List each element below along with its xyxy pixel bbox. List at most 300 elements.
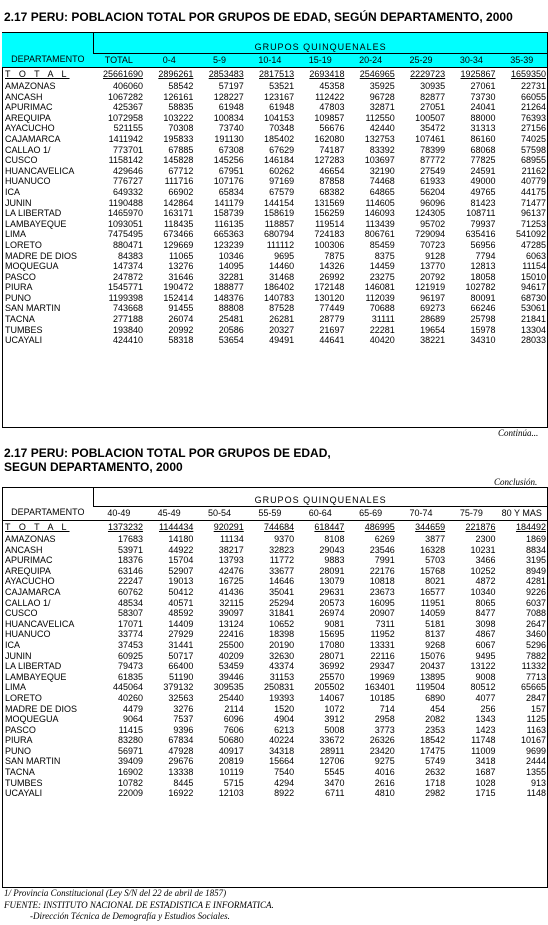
table-row — [2, 92, 547, 103]
cell-value: 43374 — [269, 661, 295, 672]
cell-value: 2632 — [425, 767, 446, 778]
cell-value: 145828 — [163, 155, 194, 166]
department-name: HUANUCO — [5, 176, 51, 187]
table-row — [2, 651, 547, 662]
cell-value: 41436 — [218, 586, 244, 597]
cell-value: 112039 — [365, 292, 395, 303]
cell-value: 16922 — [168, 788, 194, 799]
cell-value: 7882 — [525, 650, 546, 661]
total-value: 920291 — [213, 521, 244, 532]
total-value: 744684 — [264, 521, 295, 532]
department-name: CUSCO — [5, 155, 38, 166]
table-row — [2, 303, 547, 314]
cell-value: 83392 — [369, 144, 395, 155]
cell-value: 454 — [430, 703, 446, 714]
cell-value: 406060 — [112, 81, 144, 91]
column-header: 65-69 — [345, 506, 395, 520]
cell-value: 23275 — [369, 271, 395, 282]
cell-value: 96197 — [420, 292, 446, 303]
cell-value: 123167 — [264, 91, 295, 102]
cell-value: 18376 — [117, 555, 144, 566]
total-label: T O T A L — [5, 68, 70, 79]
cell-value: 163401 — [364, 682, 395, 693]
cell-value: 445064 — [112, 682, 144, 693]
cell-value: 806761 — [364, 229, 395, 240]
cell-value: 21841 — [520, 314, 546, 325]
table-row — [2, 272, 547, 283]
cell-value: 103697 — [364, 155, 395, 166]
cell-value: 9396 — [173, 724, 194, 735]
cell-value: 1355 — [525, 767, 546, 778]
cell-value: 67951 — [218, 165, 244, 176]
cell-value: 1687 — [475, 767, 496, 778]
cell-value: 34310 — [470, 335, 496, 346]
cell-value: 6096 — [223, 714, 244, 725]
department-name: LIMA — [5, 229, 27, 240]
cell-value: 12813 — [470, 261, 496, 272]
table-row — [2, 735, 547, 746]
cell-value: 13124 — [218, 618, 244, 629]
cell-value: 28033 — [520, 335, 546, 346]
cell-value: 11154 — [522, 261, 546, 272]
cell-value: 44175 — [520, 186, 546, 197]
cell-value: 49491 — [269, 335, 295, 346]
table-row — [2, 534, 547, 545]
cell-value: 107461 — [415, 133, 446, 144]
cell-value: 80091 — [470, 292, 496, 303]
cell-value: 7540 — [274, 767, 295, 778]
cell-value: 44922 — [168, 544, 194, 555]
cell-value: 22416 — [218, 629, 244, 640]
table-row — [2, 335, 547, 346]
cell-value: 66055 — [520, 91, 546, 102]
department-name: LIMA — [5, 682, 27, 693]
cell-value: 424410 — [112, 335, 144, 346]
table2-title: 2.17 PERU: POBLACION TOTAL POR GRUPOS DE EDAD, SEGUN DEPARTAMENTO, 2000 — [4, 446, 331, 474]
cell-value: 1545771 — [107, 282, 144, 293]
cell-value: 81423 — [470, 197, 496, 208]
cell-value: 13122 — [470, 661, 496, 672]
cell-value: 67885 — [168, 144, 194, 155]
cell-value: 48592 — [168, 608, 194, 619]
cell-value: 12103 — [218, 788, 244, 799]
cell-value: 673466 — [163, 229, 194, 240]
table-row — [2, 240, 547, 251]
cell-value: 33774 — [117, 629, 144, 640]
cell-value: 7713 — [525, 671, 546, 682]
cell-value: 15768 — [420, 565, 446, 576]
cell-value: 119514 — [315, 218, 345, 229]
cell-value: 10231 — [470, 544, 496, 555]
cell-value: 53971 — [117, 544, 144, 555]
cell-value: 26074 — [168, 314, 194, 325]
total-value: 2817513 — [259, 68, 295, 79]
cell-value: 21697 — [319, 324, 345, 335]
cell-value: 6269 — [374, 534, 395, 544]
cell-value: 141179 — [214, 197, 244, 208]
cell-value: 61835 — [117, 671, 144, 682]
cell-value: 3418 — [475, 756, 496, 767]
table-row — [2, 767, 547, 778]
cell-value: 11134 — [220, 534, 244, 544]
cell-value: 108711 — [466, 208, 496, 219]
cell-value: 11332 — [521, 661, 546, 672]
cell-value: 680794 — [264, 229, 295, 240]
cell-value: 82877 — [420, 91, 446, 102]
cell-value: 56676 — [319, 123, 345, 134]
cell-value: 11952 — [370, 629, 395, 640]
cell-value: 14326 — [319, 261, 345, 272]
cell-value: 1028 — [475, 777, 496, 788]
cell-value: 118857 — [264, 218, 295, 229]
cell-value: 5008 — [324, 724, 345, 735]
footnote-source-division: -Dirección Técnica de Demografía y Estudios Sociales. — [30, 911, 230, 921]
cell-value: 39409 — [117, 756, 144, 767]
column-header: 15-19 — [295, 53, 345, 67]
cell-value: 11951 — [420, 597, 446, 608]
table-row — [2, 187, 547, 198]
department-name: LA LIBERTAD — [5, 661, 62, 672]
cell-value: 29347 — [369, 661, 395, 672]
cell-value: 61948 — [218, 102, 244, 113]
cell-value: 27051 — [420, 102, 446, 113]
cell-value: 100834 — [213, 112, 244, 123]
column-header: 50-54 — [194, 506, 244, 520]
table-row — [2, 102, 547, 113]
cell-value: 3195 — [525, 555, 546, 566]
cell-value: 729094 — [415, 229, 446, 240]
column-header: 45-49 — [144, 506, 194, 520]
total-value: 25661690 — [102, 68, 144, 79]
cell-value: 38217 — [218, 544, 244, 555]
cell-value: 67712 — [168, 165, 194, 176]
table-row — [2, 714, 547, 725]
cell-value: 188877 — [213, 282, 244, 293]
cell-value: 47803 — [319, 102, 345, 113]
cell-value: 26992 — [319, 271, 345, 282]
total-value: 1144434 — [159, 521, 194, 532]
total-value: 221876 — [465, 521, 496, 532]
cell-value: 1715 — [475, 788, 496, 799]
cell-value: 5545 — [324, 767, 345, 778]
cell-value: 14460 — [269, 261, 295, 272]
cell-value: 25440 — [218, 692, 244, 703]
cell-value: 87858 — [319, 176, 345, 187]
cell-value: 83280 — [117, 735, 144, 746]
cell-value: 87772 — [420, 155, 446, 166]
table-row — [2, 166, 547, 177]
department-name: AYACUCHO — [5, 123, 55, 134]
cell-value: 9370 — [274, 534, 295, 544]
cell-value: 15010 — [520, 271, 546, 282]
total-label: T O T A L — [5, 521, 70, 532]
cell-value: 1869 — [525, 534, 546, 544]
cell-value: 1423 — [475, 724, 496, 735]
cell-value: 51190 — [169, 671, 194, 682]
total-value: 2229723 — [410, 68, 446, 79]
cell-value: 26974 — [319, 608, 345, 619]
cell-value: 113439 — [365, 218, 395, 229]
table-row — [2, 208, 547, 219]
department-name: AREQUIPA — [5, 565, 51, 576]
cell-value: 58835 — [168, 102, 194, 113]
cell-value: 130120 — [314, 292, 345, 303]
table-row — [2, 176, 547, 187]
cell-value: 6213 — [274, 724, 295, 735]
table-row — [2, 545, 547, 556]
table-row — [2, 134, 547, 145]
column-header: 20-24 — [345, 53, 395, 67]
cell-value: 68068 — [470, 144, 496, 155]
cell-value: 49765 — [470, 186, 496, 197]
cell-value: 22116 — [370, 650, 395, 661]
department-name: PUNO — [5, 745, 32, 756]
department-name: PASCO — [5, 271, 36, 282]
cell-value: 2647 — [525, 618, 546, 629]
cell-value: 42440 — [369, 123, 395, 134]
cell-value: 714 — [379, 703, 395, 714]
department-name: HUANCAVELICA — [5, 618, 75, 629]
table-row — [2, 282, 547, 293]
cell-value: 95702 — [420, 218, 446, 229]
cell-value: 77825 — [470, 155, 496, 166]
cell-value: 22176 — [369, 565, 395, 576]
table-row — [2, 608, 547, 619]
cell-value: 8021 — [425, 576, 446, 587]
cell-value: 65834 — [218, 186, 244, 197]
table-row — [2, 145, 547, 156]
table-row — [2, 566, 547, 577]
cell-value: 9695 — [274, 250, 295, 261]
cell-value: 27929 — [168, 629, 194, 640]
cell-value: 48534 — [117, 597, 144, 608]
cell-value: 50717 — [168, 650, 194, 661]
cell-value: 20327 — [269, 324, 295, 335]
cell-value: 4281 — [525, 576, 546, 587]
cell-value: 2114 — [224, 703, 244, 714]
cell-value: 70688 — [369, 303, 395, 314]
cell-value: 127283 — [314, 155, 345, 166]
cell-value: 112550 — [365, 112, 395, 123]
cell-value: 146081 — [364, 282, 395, 293]
cell-value: 36992 — [319, 661, 345, 672]
department-name: LA LIBERTAD — [5, 208, 62, 219]
cell-value: 8108 — [324, 534, 345, 544]
cell-value: 40571 — [168, 597, 194, 608]
cell-value: 102782 — [465, 282, 496, 293]
cell-value: 21264 — [520, 102, 546, 113]
cell-value: 16095 — [369, 597, 395, 608]
cell-value: 111716 — [164, 176, 194, 187]
cell-value: 40779 — [520, 176, 546, 187]
cell-value: 20907 — [369, 608, 395, 619]
department-name: TUMBES — [5, 777, 43, 788]
cell-value: 205502 — [314, 682, 345, 693]
cell-value: 19654 — [420, 324, 446, 335]
cell-value: 112422 — [315, 91, 345, 102]
cell-value: 39097 — [218, 608, 244, 619]
cell-value: 1199398 — [108, 292, 144, 303]
cell-value: 7475495 — [107, 229, 144, 240]
cell-value: 186402 — [264, 282, 295, 293]
cell-value: 3470 — [324, 777, 345, 788]
column-header: 55-59 — [245, 506, 295, 520]
cell-value: 32563 — [168, 692, 194, 703]
cell-value: 13331 — [369, 639, 395, 650]
cell-value: 1148 — [526, 788, 546, 799]
cell-value: 111112 — [266, 239, 295, 250]
cell-value: 162080 — [314, 133, 345, 144]
cell-value: 64865 — [369, 186, 395, 197]
cell-value: 1411942 — [108, 133, 144, 144]
cell-value: 70723 — [420, 239, 446, 250]
cell-value: 38221 — [420, 335, 446, 346]
cell-value: 20792 — [420, 271, 446, 282]
cell-value: 144154 — [264, 197, 295, 208]
dept-header: DEPARTAMENTO — [2, 506, 94, 520]
cell-value: 57197 — [218, 81, 244, 91]
cell-value: 97169 — [269, 176, 295, 187]
cell-value: 2082 — [425, 714, 446, 725]
cell-value: 429646 — [112, 165, 144, 176]
cell-value: 68955 — [520, 155, 546, 166]
cell-value: 6067 — [475, 639, 496, 650]
cell-value: 4810 — [374, 788, 395, 799]
cell-value: 116135 — [214, 218, 244, 229]
cell-value: 69273 — [420, 303, 446, 314]
cell-value: 1190488 — [108, 197, 144, 208]
cell-value: 2958 — [374, 714, 395, 725]
cell-value: 32281 — [218, 271, 244, 282]
cell-value: 172148 — [314, 282, 345, 293]
cell-value: 67579 — [269, 186, 295, 197]
cell-value: 61948 — [269, 102, 295, 113]
cell-value: 14459 — [369, 261, 395, 272]
cell-value: 521155 — [113, 123, 144, 134]
cell-value: 10652 — [269, 618, 295, 629]
cell-value: 8065 — [475, 597, 496, 608]
total-value: 1659350 — [510, 68, 546, 79]
table-row — [2, 113, 547, 124]
cell-value: 14180 — [168, 534, 194, 544]
cell-value: 7606 — [223, 724, 244, 735]
cell-value: 191130 — [214, 133, 244, 144]
cell-value: 4872 — [475, 576, 496, 587]
cell-value: 65665 — [520, 682, 546, 693]
cell-value: 9275 — [374, 756, 395, 767]
cell-value: 31841 — [269, 608, 295, 619]
cell-value: 31468 — [269, 271, 295, 282]
cell-value: 9699 — [525, 745, 546, 756]
cell-value: 7311 — [375, 618, 395, 629]
cell-value: 40209 — [218, 650, 244, 661]
cell-value: 128227 — [213, 91, 244, 102]
cell-value: 23673 — [369, 586, 395, 597]
cell-value: 773701 — [112, 144, 144, 155]
cell-value: 2444 — [525, 756, 546, 767]
cell-value: 11009 — [471, 745, 496, 756]
cell-value: 96096 — [420, 197, 446, 208]
group-header: GRUPOS QUINQUENALES — [94, 488, 547, 506]
cell-value: 1072 — [324, 703, 345, 714]
cell-value: 4016 — [374, 767, 395, 778]
cell-value: 53521 — [269, 81, 295, 91]
cell-value: 28689 — [420, 314, 446, 325]
cell-value: 132753 — [364, 133, 395, 144]
cell-value: 5715 — [223, 777, 244, 788]
department-name: MADRE DE DIOS — [5, 250, 78, 261]
table-row — [2, 293, 547, 304]
cell-value: 79473 — [117, 661, 144, 672]
cell-value: 1465970 — [107, 208, 144, 219]
cell-value: 70308 — [168, 123, 194, 134]
cell-value: 50680 — [218, 735, 244, 746]
cell-value: 425367 — [112, 102, 144, 113]
cell-value: 56956 — [470, 239, 496, 250]
cell-value: 15076 — [420, 650, 446, 661]
table-row — [2, 704, 547, 715]
cell-value: 10340 — [470, 586, 496, 597]
cell-value: 20437 — [420, 661, 446, 672]
cell-value: 26281 — [269, 314, 295, 325]
cell-value: 42476 — [218, 565, 244, 576]
cell-value: 103222 — [163, 112, 194, 123]
cell-value: 100306 — [314, 239, 345, 250]
department-name: CUSCO — [5, 608, 38, 619]
cell-value: 70348 — [269, 123, 295, 134]
cell-value: 77449 — [319, 303, 345, 314]
cell-value: 131569 — [314, 197, 345, 208]
cell-value: 30935 — [420, 81, 446, 91]
department-name: PIURA — [5, 282, 33, 293]
cell-value: 14095 — [218, 261, 244, 272]
total-value: 2693418 — [309, 68, 345, 79]
cell-value: 8922 — [274, 788, 295, 799]
cell-value: 8477 — [475, 608, 496, 619]
cell-value: 87528 — [269, 303, 295, 314]
department-name: AMAZONAS — [5, 81, 56, 91]
cell-value: 9495 — [475, 650, 496, 661]
cell-value: 3460 — [525, 629, 546, 640]
cell-value: 3276 — [173, 703, 194, 714]
cell-value: 9128 — [425, 250, 446, 261]
cell-value: 10119 — [219, 767, 244, 778]
department-name: TUMBES — [5, 324, 43, 335]
department-name: AREQUIPA — [5, 112, 51, 123]
cell-value: 26326 — [369, 735, 395, 746]
department-name: TACNA — [5, 314, 35, 325]
cell-value: 79937 — [470, 218, 496, 229]
cell-value: 28779 — [319, 314, 345, 325]
cell-value: 29676 — [168, 756, 194, 767]
column-header: 0-4 — [144, 53, 194, 67]
cell-value: 13338 — [168, 767, 194, 778]
cell-value: 88808 — [218, 303, 244, 314]
cell-value: 25500 — [218, 639, 244, 650]
cell-value: 28091 — [319, 565, 345, 576]
cell-value: 15664 — [269, 756, 295, 767]
cell-value: 2982 — [425, 788, 446, 799]
cell-value: 14409 — [168, 618, 194, 629]
total-value: 2896261 — [158, 68, 194, 79]
cell-value: 147374 — [112, 261, 144, 272]
department-name: LAMBAYEQUE — [5, 218, 67, 229]
department-name: HUANCAVELICA — [5, 165, 75, 176]
cell-value: 56971 — [117, 745, 144, 756]
table-row — [2, 693, 547, 704]
cell-value: 665363 — [213, 229, 244, 240]
cell-value: 25294 — [269, 597, 295, 608]
